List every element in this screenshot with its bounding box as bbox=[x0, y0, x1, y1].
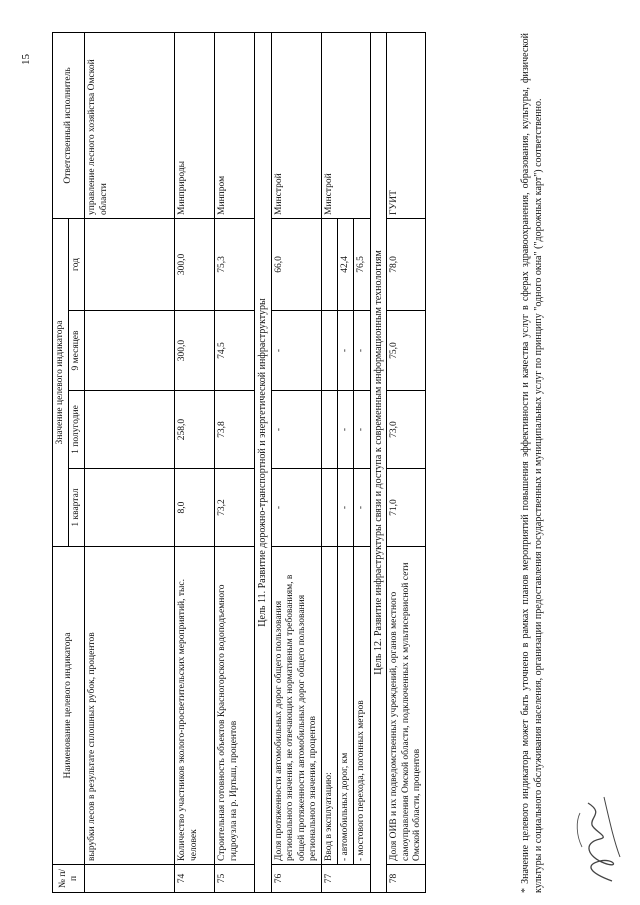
row-name: Количество участников эколого-просветительских мероприятий, тыс. человек bbox=[175, 547, 215, 865]
row-name: Доля протяженности автомобильных дорог общего пользования регионального значения, не отвечающих нормативным требованиям, в общей протяженности автомобильных дорог общего пользования регионального значения, процентов bbox=[272, 547, 322, 865]
row-executor: Минстрой bbox=[322, 32, 371, 218]
row-name: - мостового перехода, погонных метров bbox=[354, 547, 370, 865]
row-executor: управление лесного хозяйства Омской области bbox=[85, 32, 175, 218]
table-row bbox=[322, 32, 338, 892]
header-h1: 1 полугодие bbox=[69, 391, 85, 469]
header-executor: Ответственный исполнитель bbox=[53, 32, 85, 218]
row-num: 74 bbox=[175, 865, 215, 893]
row-9m: 300,0 bbox=[175, 311, 215, 391]
row-h1: 258,0 bbox=[175, 391, 215, 469]
row-name: Строительная готовность объектов Красногорского водоподъемного гидроузла на р. Иртыш, процентов bbox=[215, 547, 255, 865]
row-9m: - bbox=[338, 311, 354, 391]
table-row bbox=[272, 32, 322, 892]
row-h1 bbox=[85, 391, 175, 469]
row-h1: - bbox=[354, 391, 370, 469]
row-executor: Минстрой bbox=[272, 32, 322, 218]
table-row bbox=[215, 32, 255, 892]
row-q1: - bbox=[354, 469, 370, 547]
row-q1 bbox=[85, 469, 175, 547]
row-name: вырубки лесов в результате сплошных рубок, процентов bbox=[85, 547, 175, 865]
row-9m: - bbox=[272, 311, 322, 391]
table-row bbox=[85, 32, 175, 892]
row-year: 78,0 bbox=[387, 218, 426, 310]
row-q1: - bbox=[272, 469, 322, 547]
row-name: Ввод в эксплуатацию: bbox=[322, 547, 338, 865]
header-values-group: Значение целевого индикатора bbox=[53, 218, 69, 546]
row-9m bbox=[85, 311, 175, 391]
goal-row bbox=[370, 32, 387, 892]
row-executor: ГУИТ bbox=[387, 32, 426, 218]
row-9m: 75,0 bbox=[387, 311, 426, 391]
row-9m: - bbox=[354, 311, 370, 391]
row-year bbox=[85, 218, 175, 310]
page-number: 15 bbox=[20, 54, 32, 65]
row-num: 78 bbox=[387, 865, 426, 893]
table-row bbox=[387, 32, 426, 892]
row-9m: 74,5 bbox=[215, 311, 255, 391]
row-q1: 71,0 bbox=[387, 469, 426, 547]
footnote: * Значение целевого индикатора может быть уточнено в рамках планов мероприятий повышения эффективности и качества услуг в сферах здравоохранения, образования, культуры, физической культуры и социального обслуживания населения, организации предоставления государственных и муниципальных услуг по принципу "одного окна" ("дорожных карт") соответственно. bbox=[520, 33, 544, 893]
header-q1: 1 квартал bbox=[69, 469, 85, 547]
row-year: 75,3 bbox=[215, 218, 255, 310]
header-9m: 9 месяцев bbox=[69, 311, 85, 391]
header-num: № п/п bbox=[53, 865, 85, 893]
row-num: 77 bbox=[322, 865, 371, 893]
row-h1: - bbox=[338, 391, 354, 469]
row-q1: 73,2 bbox=[215, 469, 255, 547]
goal-11-heading: Цель 11. Развитие дорожно-транспортной и энергетической инфраструктуры bbox=[255, 32, 272, 892]
row-year: 76,5 bbox=[354, 218, 370, 310]
indicator-table bbox=[52, 32, 426, 893]
header-row bbox=[53, 32, 69, 892]
row-year: 66,0 bbox=[272, 218, 322, 310]
row-executor: Минприроды bbox=[175, 32, 215, 218]
goal-12-heading: Цель 12. Развитие инфраструктуры связи и доступа к современным информационным технологиям bbox=[370, 32, 387, 892]
header-name: Наименование целевого индикатора bbox=[53, 547, 85, 865]
row-num bbox=[85, 865, 175, 893]
row-num: 76 bbox=[272, 865, 322, 893]
row-name: - автомобильных дорог, км bbox=[338, 547, 354, 865]
table-row bbox=[175, 32, 215, 892]
row-q1: - bbox=[338, 469, 354, 547]
row-h1: - bbox=[272, 391, 322, 469]
row-year: 300,0 bbox=[175, 218, 215, 310]
row-name: Доля ОИВ и их подведомственных учреждений, органов местного самоуправления Омской области, подключенных к мультисервисной сети Омской области, процентов bbox=[387, 547, 426, 865]
row-q1: 8,0 bbox=[175, 469, 215, 547]
row-h1: 73,8 bbox=[215, 391, 255, 469]
row-executor: Минпром bbox=[215, 32, 255, 218]
row-h1: 73,0 bbox=[387, 391, 426, 469]
row-year: 42,4 bbox=[338, 218, 354, 310]
goal-row bbox=[255, 32, 272, 892]
row-num: 75 bbox=[215, 865, 255, 893]
header-year: год bbox=[69, 218, 85, 310]
handwritten-signature bbox=[570, 792, 630, 887]
